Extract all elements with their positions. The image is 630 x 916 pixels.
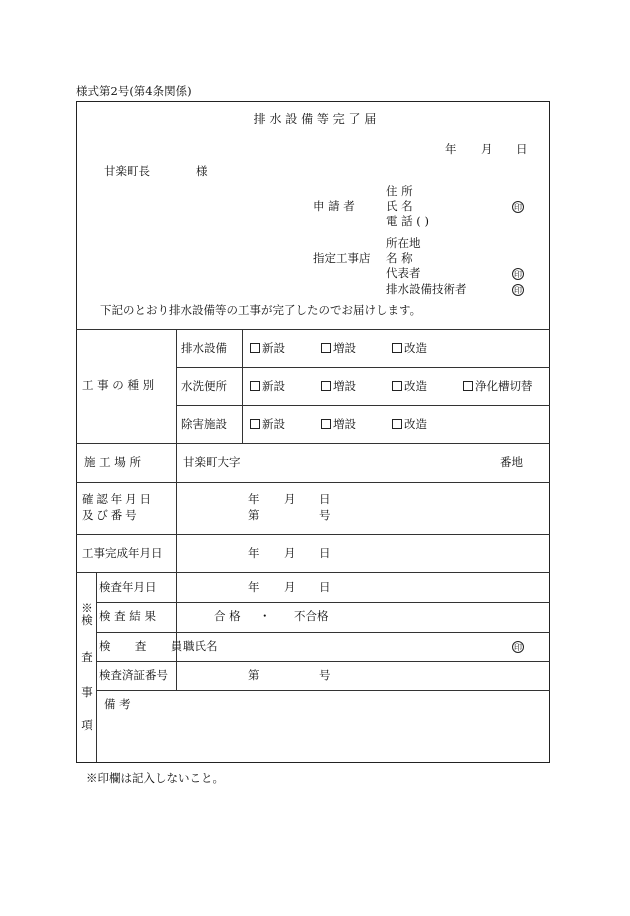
contractor-role: 指定工事店 (313, 251, 371, 265)
confirmation-month: 月 (284, 492, 296, 506)
inspection-side-label-4: 項 (81, 718, 93, 732)
completion-year: 年 (248, 546, 260, 560)
confirmation-day: 日 (319, 492, 331, 506)
date-month: 月 (481, 142, 493, 156)
inspection-side-label-3: 事 (81, 685, 93, 699)
date-year: 年 (445, 142, 457, 156)
applicant-role: 申 請 者 (313, 199, 355, 213)
inspector-seal-icon: 印 (514, 643, 522, 652)
remarks-label: 備 考 (104, 697, 131, 711)
work-type-row-toilet: 水洗便所 (181, 379, 227, 393)
inspection-date-label: 検査年月日 (99, 580, 157, 594)
toilet-new-checkbox[interactable]: 新設 (250, 381, 285, 393)
inspection-side-label-2: 査 (81, 650, 93, 664)
addressee-honorific: 様 (196, 164, 208, 178)
site-value[interactable]: 甘楽町大字 (183, 455, 241, 469)
completion-month: 月 (284, 546, 296, 560)
inspection-date-month: 月 (284, 580, 296, 594)
statement: 下記のとおり排水設備等の工事が完了したのでお届けします。 (100, 303, 422, 317)
inspector-value: 職氏名 (183, 639, 218, 653)
work-type-label: 工 事 の 種 別 (82, 378, 155, 392)
abatement-modify-checkbox[interactable]: 改造 (392, 419, 427, 431)
contractor-name-label: 名 称 (386, 251, 413, 265)
contractor-location-label: 所在地 (386, 236, 421, 250)
date-day: 日 (516, 142, 528, 156)
inspection-pass[interactable]: 合 格 (214, 609, 241, 623)
inspection-fail[interactable]: 不合格 (294, 609, 329, 623)
applicant-phone-label: 電 話 ( ) (386, 214, 429, 228)
confirmation-label-2: 及び番号 (82, 508, 140, 522)
addressee-name: 甘楽町長 (104, 164, 150, 178)
applicant-seal-icon: 印 (514, 203, 522, 212)
drainage-expand-checkbox[interactable]: 増設 (321, 343, 356, 355)
work-type-row-abatement: 除害施設 (181, 417, 227, 431)
abatement-new-checkbox[interactable]: 新設 (250, 419, 285, 431)
cert-number-prefix: 第 (248, 668, 260, 682)
inspection-date-year: 年 (248, 580, 260, 594)
contractor-engineer-seal-icon: 印 (514, 286, 522, 295)
contractor-engineer-label: 排水設備技術者 (386, 282, 467, 296)
work-type-row-drainage: 排水設備 (181, 341, 227, 355)
drainage-new-checkbox[interactable]: 新設 (250, 343, 285, 355)
inspector-label: 検 査 員 (99, 639, 193, 653)
cert-number-label: 検査済証番号 (99, 668, 168, 682)
toilet-expand-checkbox[interactable]: 増設 (321, 381, 356, 393)
abatement-expand-checkbox[interactable]: 増設 (321, 419, 356, 431)
inspection-dot: ・ (259, 609, 271, 623)
cert-number-suffix: 号 (319, 668, 331, 682)
drainage-modify-checkbox[interactable]: 改造 (392, 343, 427, 355)
confirmation-label-1: 確認年月日 (82, 492, 154, 506)
contractor-rep-label: 代表者 (386, 266, 421, 280)
confirmation-no-suffix: 号 (319, 508, 331, 522)
site-label: 施 工 場 所 (84, 455, 141, 469)
completion-day: 日 (319, 546, 331, 560)
footnote: ※印欄は記入しないこと。 (86, 771, 224, 785)
completion-label: 工事完成年月日 (82, 546, 163, 560)
form-title: 排 水 設 備 等 完 了 届 (253, 112, 377, 126)
site-suffix: 番地 (500, 455, 523, 469)
applicant-name-label: 氏 名 (386, 199, 413, 213)
form-number: 様式第2号(第4条関係) (76, 84, 192, 98)
inspection-side-label-1: ※検 (81, 601, 93, 628)
toilet-modify-checkbox[interactable]: 改造 (392, 381, 427, 393)
toilet-septic-switch-checkbox[interactable]: 浄化槽切替 (463, 381, 533, 393)
contractor-rep-seal-icon: 印 (514, 270, 522, 279)
confirmation-no-prefix: 第 (248, 508, 260, 522)
confirmation-year: 年 (248, 492, 260, 506)
applicant-address-label: 住 所 (386, 184, 413, 198)
inspection-result-label: 検 査 結 果 (99, 609, 156, 623)
inspection-date-day: 日 (319, 580, 331, 594)
